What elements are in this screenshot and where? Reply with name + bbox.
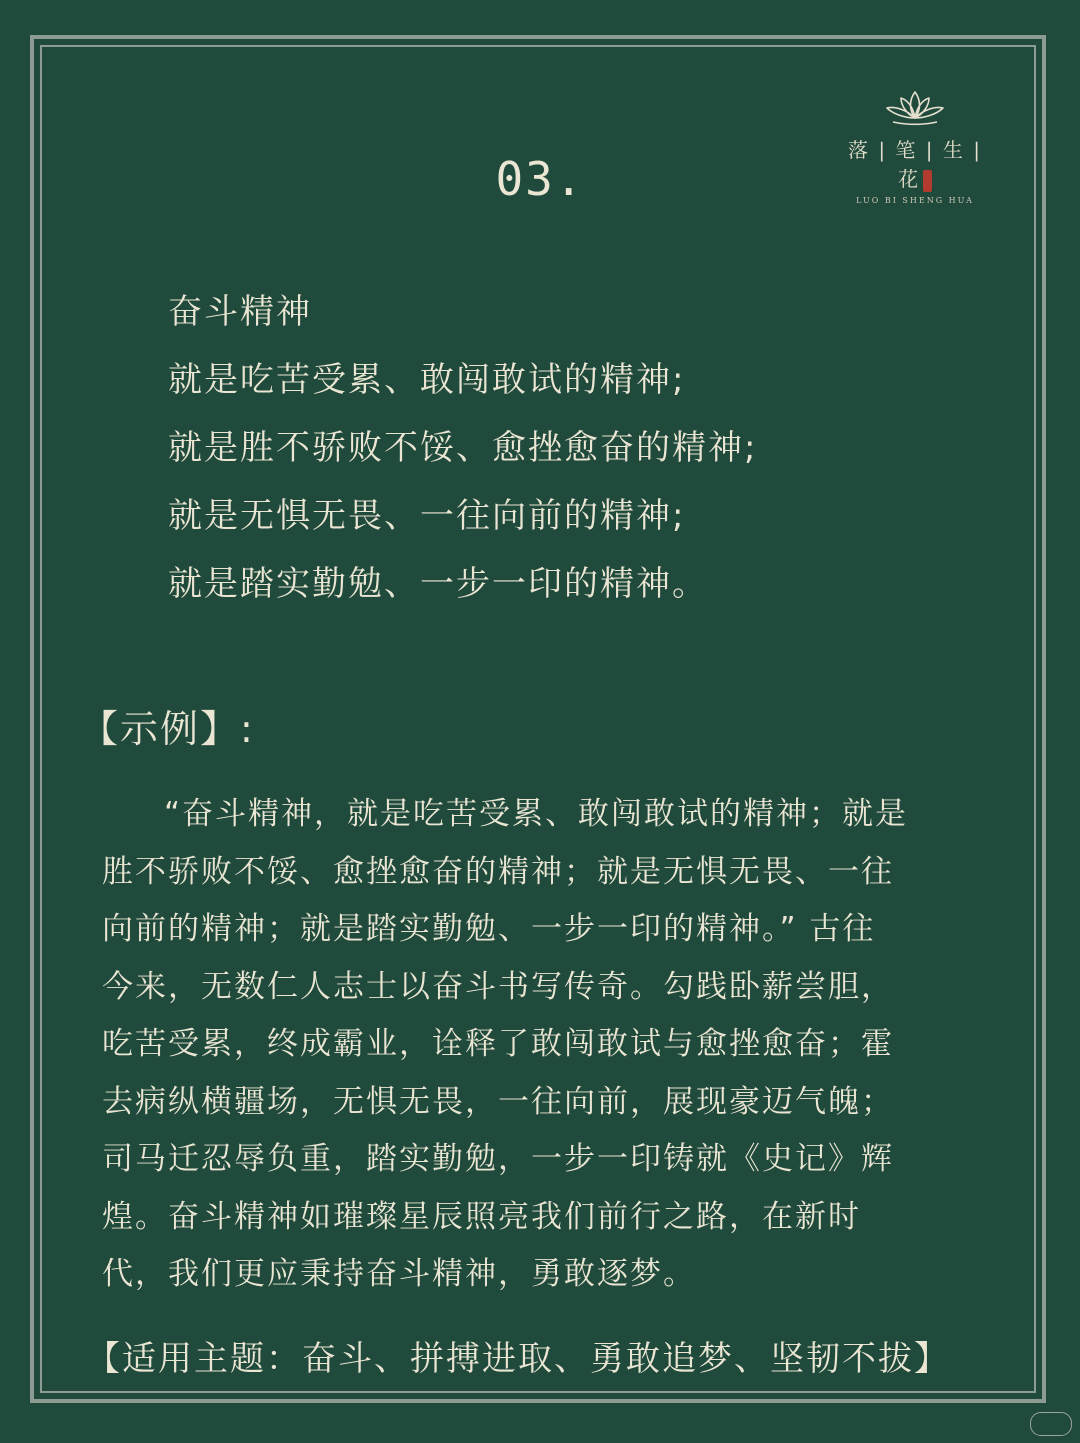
example-heading: 【示例】: (80, 707, 255, 751)
example-line: “奋斗精神，就是吃苦受累、敢闯敢试的精神；就是 (164, 796, 909, 832)
definition-line: 就是胜不骄败不馁、愈挫愈奋的精神; (168, 428, 758, 468)
example-line: 向前的精神；就是踏实勤勉、一步一印的精神。” 古往 (102, 911, 876, 947)
definition-line: 就是踏实勤勉、一步一印的精神。 (168, 564, 708, 604)
definition-block (168, 278, 928, 618)
logo-name: 落 | 笔 | 生 | 花 (847, 138, 982, 191)
example-line: 胜不骄败不馁、愈挫愈奋的精神；就是无惧无畏、一往 (102, 853, 894, 890)
example-line: 煌。奋斗精神如璀璨星辰照亮我们前行之路，在新时 (102, 1198, 861, 1235)
example-paragraph (102, 786, 982, 1304)
definition-title: 奋斗精神 (168, 292, 312, 332)
example-line: 司马迁忍辱负重，踏实勤勉，一步一印铸就《史记》辉 (102, 1141, 894, 1177)
lotus-icon (883, 88, 947, 130)
example-line: 代，我们更应秉持奋斗精神，勇敢逐梦。 (102, 1256, 696, 1292)
section-number: 03. (495, 152, 585, 206)
example-line: 今来，无数仁人志士以奋斗书写传奇。勾践卧薪尝胆， (102, 968, 894, 1005)
logo-text-en: LUO BI SHENG HUA (856, 196, 974, 205)
definition-line: 就是无惧无畏、一往向前的精神; (168, 496, 686, 536)
example-line: 吃苦受累，终成霸业，诠释了敢闯敢试与愈挫愈奋；霍 (102, 1026, 894, 1062)
definition-line: 就是吃苦受累、敢闯敢试的精神; (168, 360, 686, 400)
applicable-themes: 【适用主题：奋斗、拼搏进取、勇敢追梦、坚韧不拔】 (86, 1339, 950, 1379)
example-line: 去病纵横疆场，无惧无畏，一往向前，展现豪迈气魄； (102, 1083, 894, 1120)
watermark-badge (1030, 1412, 1072, 1436)
